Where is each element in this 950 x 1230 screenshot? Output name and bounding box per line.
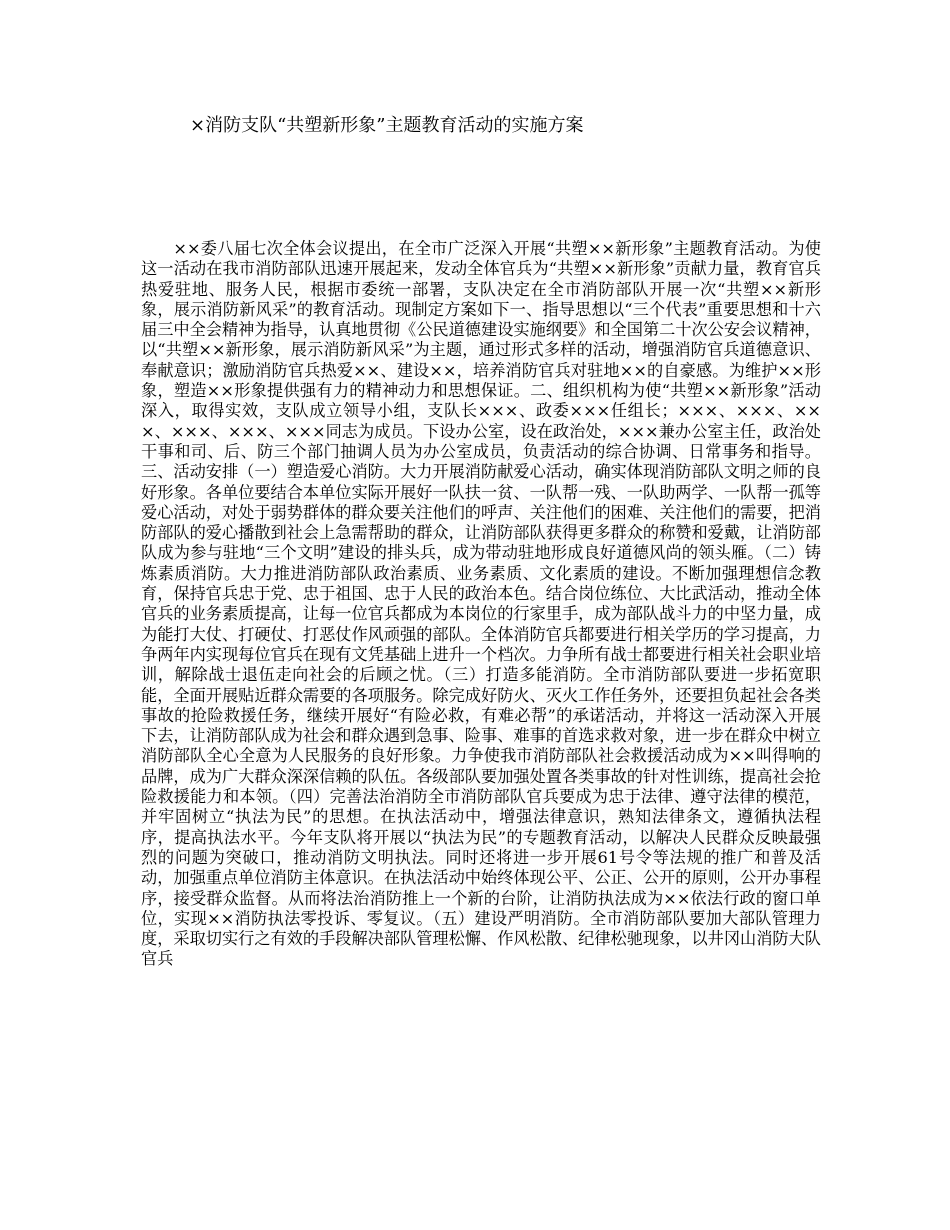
document-body-paragraph: ××委八届七次全体会议提出，在全市广泛深入开展“共塑××新形象”主题教育活动。为使这一活动在我市消防部队迅速开展起来，发动全体官兵为“共塑××新形象”贡献力量，教育官兵热爱驻地、服务人民，根据市委统一部署，支队决定在全市消防部队开展一次“共塑××新形象，展示消防新风采”的教育活动。现制定方案如下一、指导思想以“三个代表”重要思想和十六届三中全会精神为指导，认真地贯彻《公民道德建设实施纲要》和全国第二十次公安会议精神，以“共塑××新形象，展示消防新风采”为主题，通过形式多样的活动，增强消防官兵道德意识、奉献意识；激励消防官兵热爱××、建设××，培养消防官兵对驻地××的自豪感。为维护××形象，塑造××形象提供强有力的精神动力和思想保证。二、组织机构为使“共塑××新形象”活动深入，取得实效，支队成立领导小组，支队长×××、政委×××任组长；×××、×××、×××、×××、×××、×××同志为成员。下设办公室，设在政治处，×××兼办公室主任，政治处干事和司、后、防三个部门抽调人员为办公室成员，负责活动的综合协调、日常事务和指导。三、活动安排（一）塑造爱心消防。大力开展消防献爱心活动，确实体现消防部队文明之师的良好形象。各单位要结合本单位实际开展好一队扶一贫、一队帮一残、一队助两学、一队帮一孤等爱心活动，对处于弱势群体的群众要关注他们的呼声、关注他们的困难、关注他们的需要，把消防部队的爱心播散到社会上急需帮助的群众，让消防部队获得更多群众的称赞和爱戴，让消防部队成为参与驻地“三个文明”建设的排头兵，成为带动驻地形成良好道德风尚的领头雁。（二）铸炼素质消防。大力推进消防部队政治素质、业务素质、文化素质的建设。不断加强理想信念教育，保持官兵忠于党、忠于祖国、忠于人民的政治本色。结合岗位练位、大比武活动，推动全体官兵的业务素质提高，让每一位官兵都成为本岗位的行家里手，成为部队战斗力的中坚力量，成为能打大仗、打硬仗、打恶仗作风顽强的部队。全体消防官兵都要进行相关学历的学习提高，力争两年内实现每位官兵在现有文凭基础上进升一个档次。力争所有战士都要进行相关社会职业培训，解除战士退伍走向社会的后顾之忧。（三）打造多能消防。全市消防部队要进一步拓宽职能，全面开展贴近群众需要的各项服务。除完成好防火、灭火工作任务外，还要担负起社会各类事故的抢险救援任务，继续开展好“有险必救，有难必帮”的承诺活动，并将这一活动深入开展下去，让消防部队成为社会和群众遇到急事、险事、难事的首选求救对象，进一步在群众中树立消防部队全心全意为人民服务的良好形象。力争使我市消防部队社会救援活动成为××叫得响的品牌，成为广大群众深深信赖的队伍。各级部队要加强处置各类事故的针对性训练，提高社会抢险救援能力和本领。（四）完善法治消防全市消防部队官兵要成为忠于法律、遵守法律的模范，并牢固树立“执法为民”的思想。在执法活动中，增强法律意识，熟知法律条文，遵循执法程序，提高执法水平。今年支队将开展以“执法为民”的专题教育活动，以解决人民群众反映最强烈的问题为突破口，推动消防文明执法。同时还将进一步开展61号令等法规的推广和普及活动，加强重点单位消防主体意识。在执法活动中始终体现公平、公正、公开的原则，公开办事程序，接受群众监督。从而将法治消防推上一个新的台阶，让消防执法成为××依法行政的窗口单位，实现××消防执法零投诉、零复议。（五）建设严明消防。全市消防部队要加大部队管理力度，采取切实行之有效的手段解决部队管理松懈、作风松散、纪律松驰现象，以井冈山消防大队官兵	[141, 239, 821, 969]
document-title: ×消防支队“共塑新形象”主题教育活动的实施方案	[190, 115, 584, 136]
